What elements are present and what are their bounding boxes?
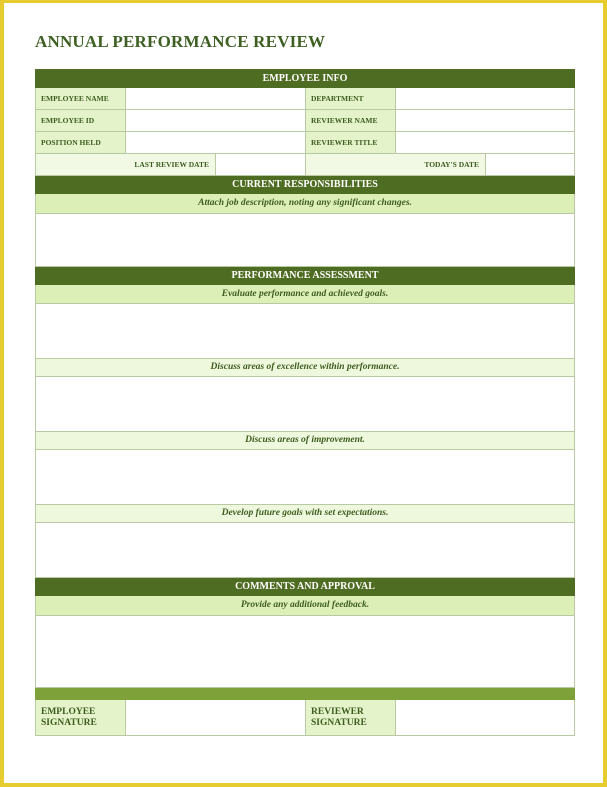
reviewer-name-label: REVIEWER NAME xyxy=(306,110,396,131)
position-held-label: POSITION HELD xyxy=(36,132,126,153)
employee-signature-field[interactable] xyxy=(126,700,306,735)
reviewer-title-field[interactable] xyxy=(396,132,575,153)
employee-signature-label-line2: SIGNATURE xyxy=(41,717,97,728)
assessment-prompt-4: Develop future goals with set expectations. xyxy=(35,505,575,522)
last-review-date-label: LAST REVIEW DATE xyxy=(36,154,216,175)
review-form xyxy=(35,69,575,736)
comments-prompt: Provide any additional feedback. xyxy=(35,596,575,615)
comments-text-area[interactable] xyxy=(35,615,575,688)
assessment-text-area-1[interactable] xyxy=(35,303,575,359)
info-row-1 xyxy=(35,88,575,110)
assessment-prompt-3: Discuss areas of improvement. xyxy=(35,432,575,449)
info-row-4 xyxy=(35,154,575,176)
assessment-text-area-2[interactable] xyxy=(35,376,575,432)
todays-date-label: TODAY'S DATE xyxy=(306,154,486,175)
info-row-2 xyxy=(35,110,575,132)
assessment-text-area-3[interactable] xyxy=(35,449,575,505)
responsibilities-prompt: Attach job description, noting any significant changes. xyxy=(35,194,575,213)
employee-signature-label xyxy=(36,700,126,735)
responsibilities-text-area[interactable] xyxy=(35,213,575,267)
department-field[interactable] xyxy=(396,88,575,109)
reviewer-signature-label-line2: SIGNATURE xyxy=(311,717,367,728)
assessment-text-area-4[interactable] xyxy=(35,522,575,578)
reviewer-signature-field[interactable] xyxy=(396,700,575,735)
employee-id-label: EMPLOYEE ID xyxy=(36,110,126,131)
assessment-prompt-2: Discuss areas of excellence within performance. xyxy=(35,359,575,376)
position-held-field[interactable] xyxy=(126,132,306,153)
department-label: DEPARTMENT xyxy=(306,88,396,109)
employee-id-field[interactable] xyxy=(126,110,306,131)
page-title: ANNUAL PERFORMANCE REVIEW xyxy=(35,32,326,51)
reviewer-title-label: REVIEWER TITLE xyxy=(306,132,396,153)
employee-signature-label-line1: EMPLOYEE xyxy=(41,706,96,717)
signature-row xyxy=(35,700,575,736)
comments-header: COMMENTS AND APPROVAL xyxy=(35,578,575,596)
todays-date-field[interactable] xyxy=(486,154,575,175)
last-review-date-field[interactable] xyxy=(216,154,306,175)
reviewer-name-field[interactable] xyxy=(396,110,575,131)
signature-divider-bar xyxy=(35,688,575,700)
employee-name-label: EMPLOYEE NAME xyxy=(36,88,126,109)
info-row-3 xyxy=(35,132,575,154)
responsibilities-header: CURRENT RESPONSIBILITIES xyxy=(35,176,575,194)
performance-assessment-header: PERFORMANCE ASSESSMENT xyxy=(35,267,575,285)
assessment-prompt-1: Evaluate performance and achieved goals. xyxy=(35,285,575,303)
employee-info-header: EMPLOYEE INFO xyxy=(35,69,575,88)
reviewer-signature-label-line1: REVIEWER xyxy=(311,706,364,717)
employee-name-field[interactable] xyxy=(126,88,306,109)
reviewer-signature-label xyxy=(306,700,396,735)
